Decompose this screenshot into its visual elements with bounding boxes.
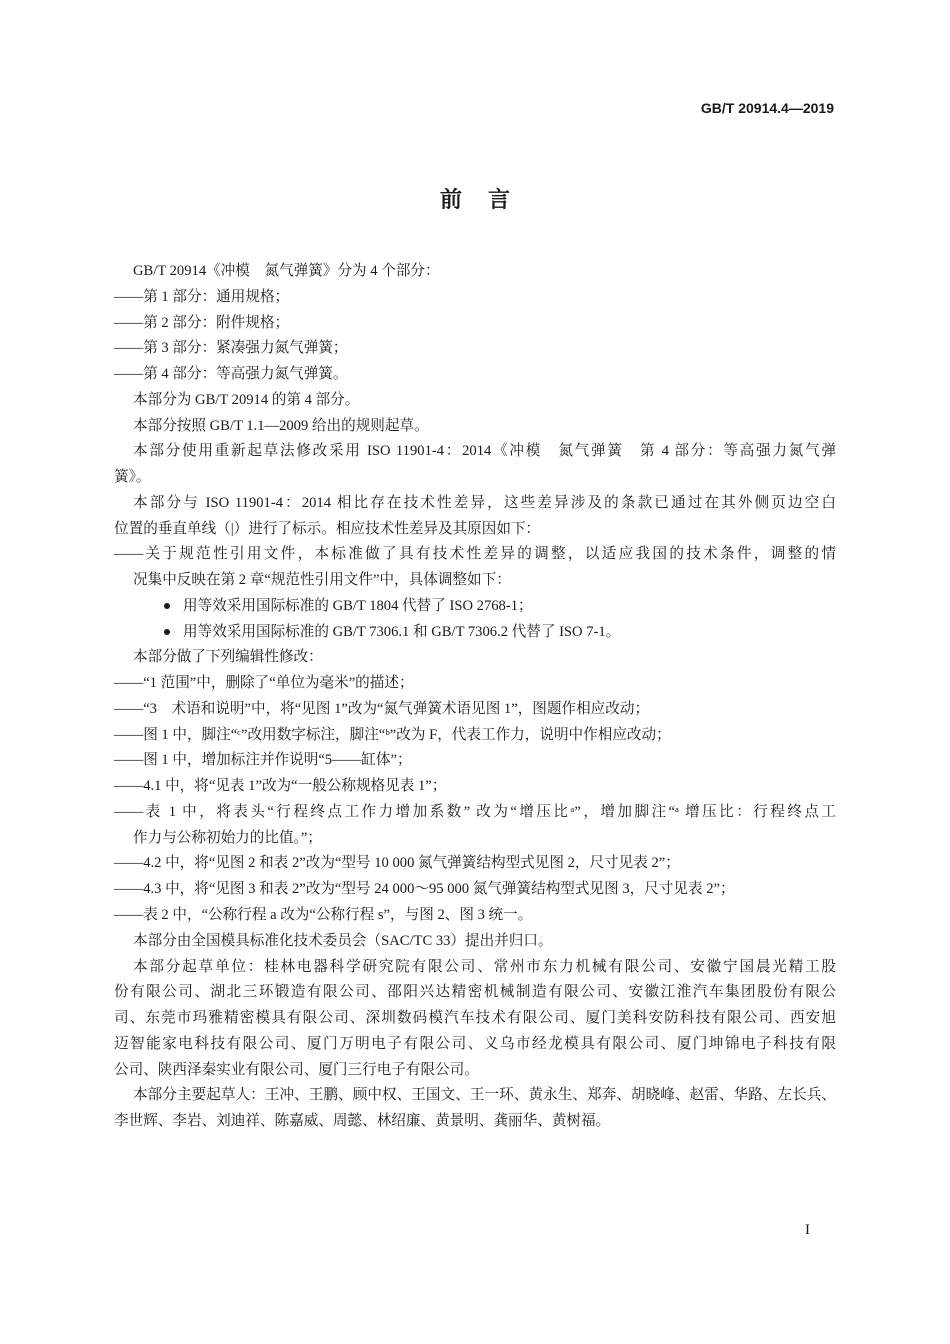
text-line: GB/T 20914《冲模 氮气弹簧》分为 4 个部分： [133,263,440,279]
text-line: 公司、陕西泽秦实业有限公司、厦门三行电子有限公司。 [114,1061,479,1078]
text-line: 份有限公司、湖北三环锻造有限公司、邵阳兴达精密机械制造有限公司、安徽江淮汽车集团股份有限公 [114,984,836,1001]
text-line: 本部分为 GB/T 20914 的第 4 部分。 [133,391,360,408]
text-line: 本部分做了下列编辑性修改： [133,649,323,666]
dash-list-item: ——4.1 中，将“见表 1”改为“一般公称规格见表 1”； [114,778,447,795]
dash-list-item: ——“1 范围”中，删除了“单位为毫米”的描述； [114,675,414,692]
dash-list-item: ——表 1 中，将表头“行程终点工作力增加系数” 改为“增压比ᵃ”，增加脚注“ᵃ 增压比：行程终点工 [114,803,836,820]
dash-list-item: ——图 1 中，增加标注并作说明“5——缸体”； [114,752,412,769]
dash-list-item: ——第 2 部分：附件规格； [114,314,290,331]
text-line: 本部分使用重新起草法修改采用 ISO 11901-4：2014《冲模 氮气弹簧 第 4 部分：等高强力氮气弹 [133,443,836,460]
bullet-item: 用等效采用国际标准的 GB/T 7306.1 和 GB/T 7306.2 代替了 ISO 7-1。 [183,620,836,644]
text-line: 本部分主要起草人：王冲、王鹏、顾中权、王国文、王一环、黄永生、郑奔、胡晓峰、赵雷、华路、左长兵、 [133,1087,836,1104]
dash-list-item: ——第 4 部分：等高强力氮气弹簧。 [114,366,348,383]
text-line: 本部分按照 GB/T 1.1—2009 给出的规则起草。 [133,417,429,434]
text-line: 李世辉、李岩、刘迪祥、陈嘉威、周懿、林绍廉、黄景明、龚丽华、黄树福。 [114,1113,611,1130]
text-line: 况集中反映在第 2 章“规范性引用文件”中，具体调整如下： [133,572,511,589]
dash-list-item: ——表 2 中，“公称行程 a 改为“公称行程 s”，与图 2、图 3 统一。 [114,907,533,923]
text-line: 位置的垂直单线（|）进行了标示。相应技术性差异及其原因如下： [114,520,541,537]
dash-list-item: ——关于规范性引用文件，本标准做了具有技术性差异的调整，以适应我国的技术条件，调整的情 [114,546,836,563]
text-line: 迈智能家电科技有限公司、厦门万明电子有限公司、义乌市经龙模具有限公司、厦门坤锦电子科技有限 [114,1035,836,1052]
dash-list-item: ——第 1 部分：通用规格； [114,288,290,305]
bullet-item: 用等效采用国际标准的 GB/T 1804 代替了 ISO 2768-1； [183,594,836,618]
dash-list-item: ——第 3 部分：紧凑强力氮气弹簧； [114,340,348,357]
text-line: 簧》。 [114,469,151,486]
text-line: 本部分由全国模具标准化技术委员会（SAC/TC 33）提出并归口。 [133,932,553,949]
dash-list-item: ——4.3 中，将“见图 3 和表 2”改为“型号 24 000～95 000 氮气弹簧结构型式见图 3，尺寸见表 2”； [114,881,735,898]
text-line: 司、东莞市玛雅精密模具有限公司、深圳数码模汽车技术有限公司、厦门美科安防科技有限公司、西安旭 [114,1010,836,1027]
dash-list-item: ——图 1 中，脚注“ᶜ”改用数字标注，脚注“ᵇ”改为 F，代表工作力，说明中作相应改动； [114,726,671,743]
page-number: I [805,1222,810,1238]
dash-list-item: ——“3 术语和说明”中，将“见图 1”改为“氮气弹簧术语见图 1”，图题作相应改动； [114,700,650,717]
text-line: 本部分与 ISO 11901-4：2014 相比存在技术性差异，这些差异涉及的条款已通过在其外侧页边空白 [133,494,836,511]
text-line: 作力与公称初始力的比值。”； [133,829,322,846]
standard-number-header: GB/T 20914.4—2019 [700,100,834,116]
page-title: 前言 [439,187,536,212]
dash-list-item: ——4.2 中，将“见图 2 和表 2”改为“型号 10 000 氮气弹簧结构型式见图 2，尺寸见表 2”； [114,855,680,872]
text-line: 本部分起草单位：桂林电器科学研究院有限公司、常州市东力机械有限公司、安徽宁国晨光精工股 [133,958,836,975]
